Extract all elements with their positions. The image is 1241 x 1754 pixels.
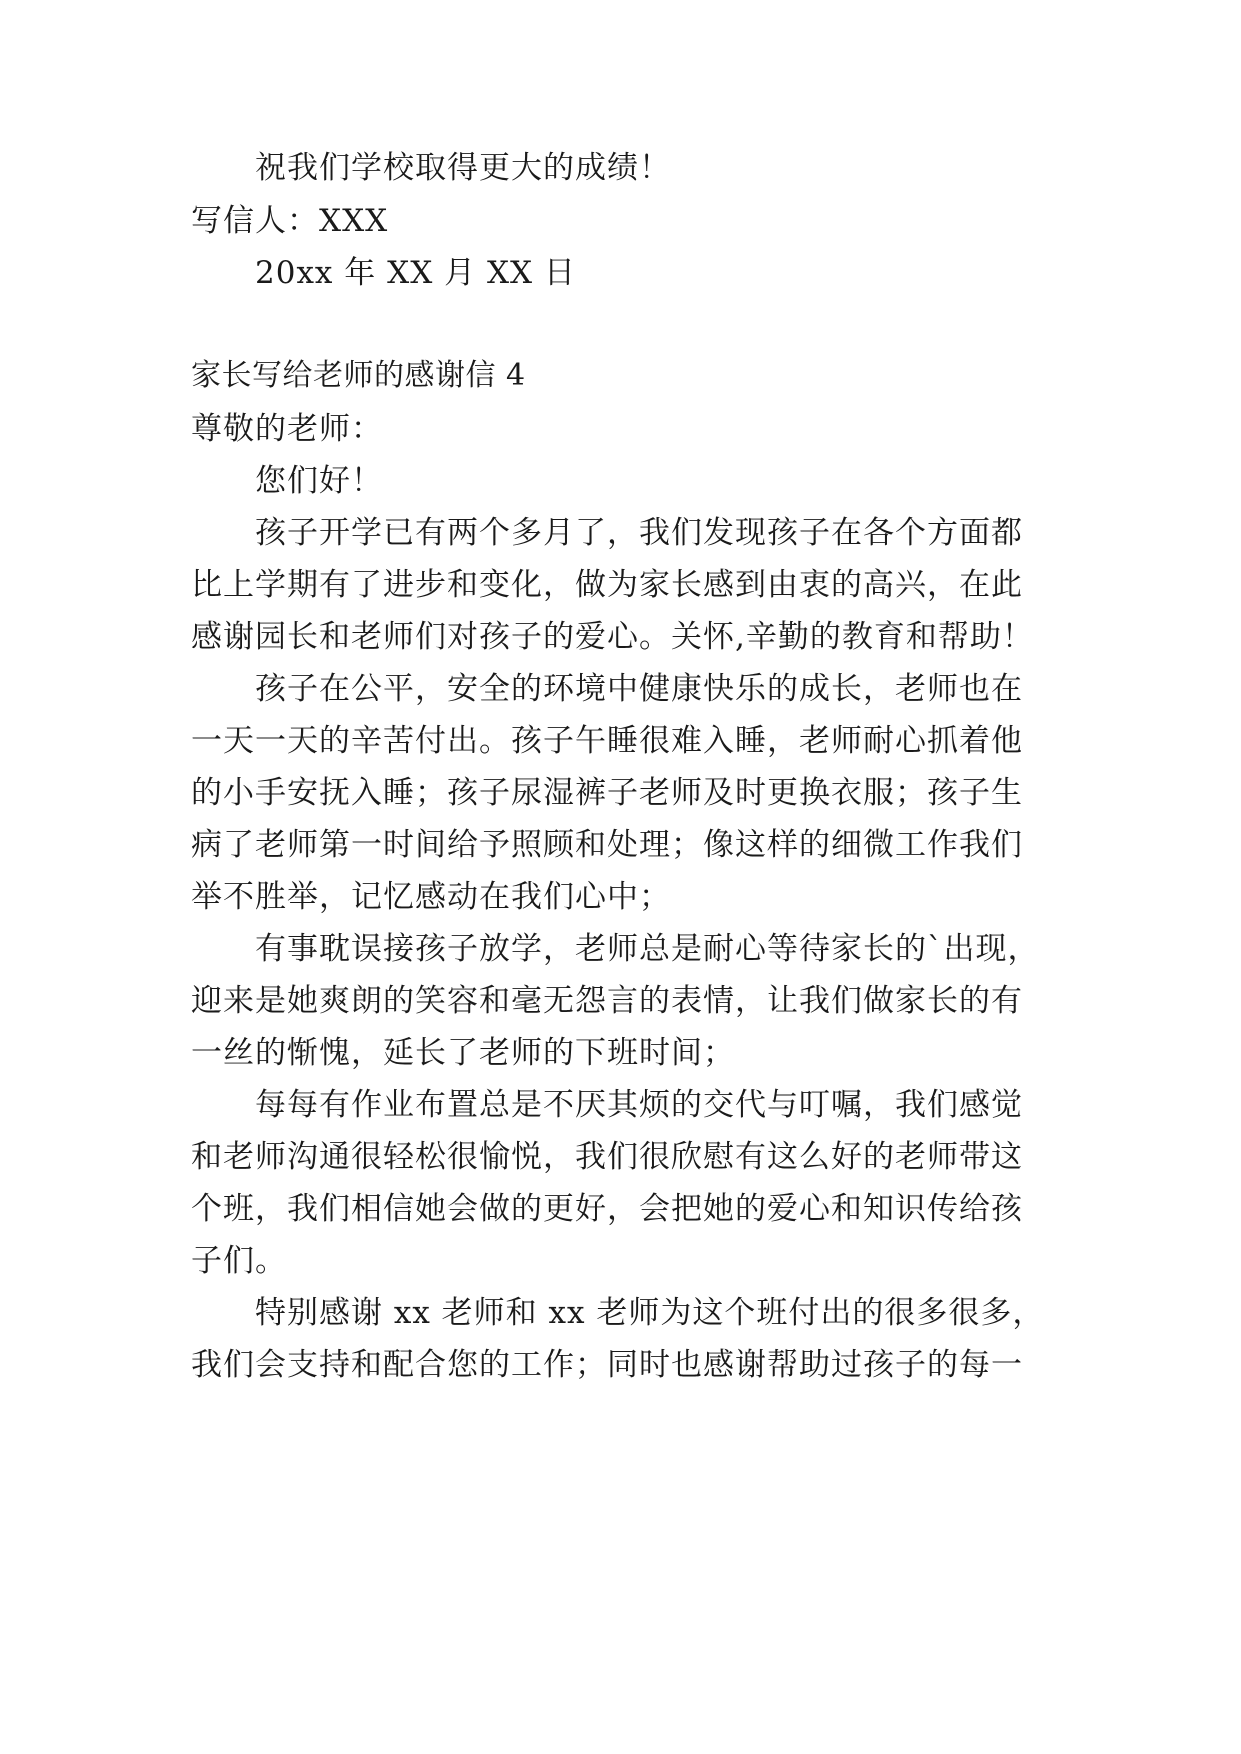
body-line: 每每有作业布置总是不厌其烦的交代与叮嘱，我们感觉 [255,1087,1023,1123]
body-line: 孩子开学已有两个多月了，我们发现孩子在各个方面都 [255,515,1023,551]
body-line: 病了老师第一时间给予照顾和处理；像这样的细微工作我们 [191,827,1023,863]
body-line: 的小手安抚入睡；孩子尿湿裤子老师及时更换衣服；孩子生 [191,775,1023,811]
body-line: 特别感谢 xx 老师和 xx 老师为这个班付出的很多很多， [255,1295,1045,1331]
body-line: 我们会支持和配合您的工作；同时也感谢帮助过孩子的每一 [191,1347,1023,1383]
body-line: 举不胜举，记忆感动在我们心中； [191,879,671,915]
greeting: 您们好！ [255,463,383,499]
letter-date: 20xx 年 XX 月 XX 日 [255,255,576,291]
body-line: 比上学期有了进步和变化，做为家长感到由衷的高兴，在此 [191,567,1023,603]
body-line: 感谢园长和老师们对孩子的爱心。关怀,辛勤的教育和帮助！ [191,619,1034,655]
body-line: 个班，我们相信她会做的更好，会把她的爱心和知识传给孩 [191,1191,1023,1227]
body-line: 一天一天的辛苦付出。孩子午睡很难入睡，老师耐心抓着他 [191,723,1023,759]
body-line: 孩子在公平，安全的环境中健康快乐的成长，老师也在 [255,671,1023,707]
closing-wish: 祝我们学校取得更大的成绩！ [255,150,671,186]
body-line: 和老师沟通很轻松很愉悦，我们很欣慰有这么好的老师带这 [191,1139,1023,1175]
body-line: 一丝的惭愧，延长了老师的下班时间； [191,1035,735,1071]
salutation: 尊敬的老师： [191,411,383,447]
body-line: 有事耽误接孩子放学，老师总是耐心等待家长的`出现， [255,931,1040,967]
body-line: 子们。 [191,1243,287,1279]
body-line: 迎来是她爽朗的笑容和毫无怨言的表情，让我们做家长的有 [191,983,1023,1019]
letter-title: 家长写给老师的感谢信 4 [191,358,526,393]
writer-signature: 写信人：XXX [191,203,389,239]
